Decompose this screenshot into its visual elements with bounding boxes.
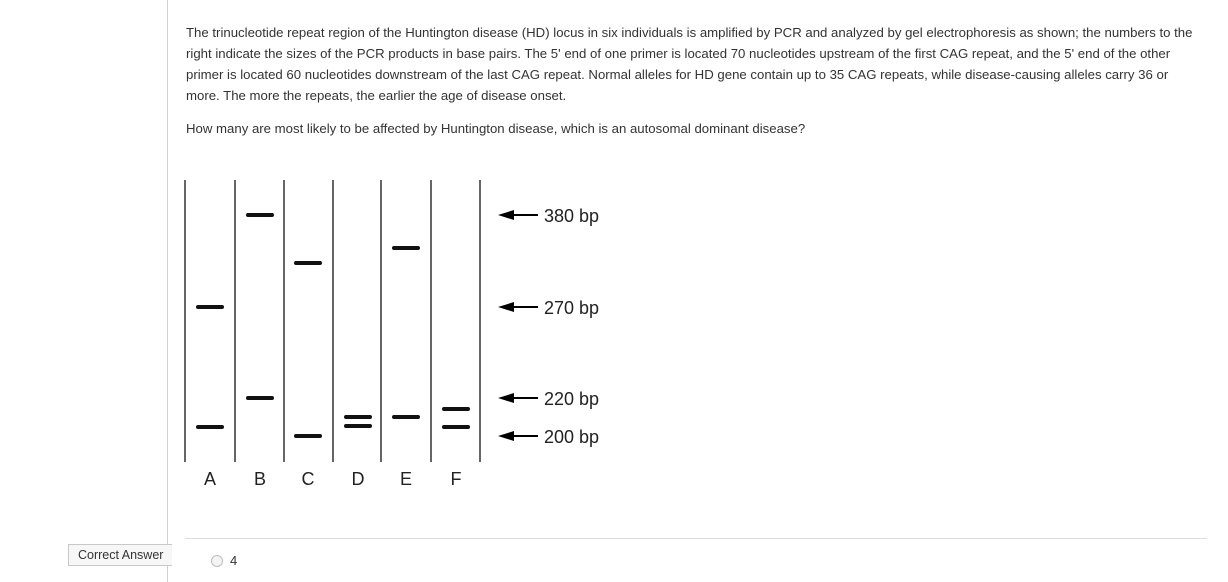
arrow-left-icon bbox=[498, 302, 514, 312]
answer-divider bbox=[185, 538, 1207, 539]
answer-option[interactable] bbox=[211, 552, 237, 568]
marker-label-220: 220 bp bbox=[544, 389, 600, 409]
lane-label-d: D bbox=[351, 469, 365, 489]
marker-label-270: 270 bp bbox=[544, 298, 600, 318]
arrow-left-icon bbox=[498, 431, 514, 441]
lane-label-b: B bbox=[253, 469, 267, 489]
question-prompt: How many are most likely to be affected by Huntington disease, which is an autosomal dominant disease? bbox=[186, 121, 806, 136]
question-paragraph: The trinucleotide repeat region of the Huntington disease (HD) locus in six individuals is amplified by PCR and analyzed by gel electrophoresis as shown; the numbers to the right indicate the sizes of the PCR products in base pairs. The 5' end of one primer is located 70 nucleotides upstream of the first CAG repeat, and the 5' end of the other primer is located 60 nucleotides downstream of the last CAG repeat. Normal alleles for HD gene contain up to 35 CAG repeats, while disease-causing alleles carry 36 or more. The more the repeats, the earlier the age of disease onset. bbox=[186, 25, 1193, 103]
lane-label-c: C bbox=[301, 469, 315, 489]
lane-label-f: F bbox=[450, 469, 462, 489]
radio-button[interactable] bbox=[211, 555, 223, 567]
marker-label-380: 380 bp bbox=[544, 206, 600, 226]
correct-answer-label: Correct Answer bbox=[68, 544, 172, 566]
lane-label-e: E bbox=[399, 469, 413, 489]
arrow-left-icon bbox=[498, 210, 514, 220]
gel-electrophoresis-diagram bbox=[180, 172, 640, 502]
answer-option-value: 4 bbox=[230, 553, 238, 569]
lane-label-a: A bbox=[203, 469, 217, 489]
marker-label-200: 200 bp bbox=[544, 427, 600, 447]
left-rail-divider bbox=[167, 0, 168, 582]
arrow-left-icon bbox=[498, 393, 514, 403]
